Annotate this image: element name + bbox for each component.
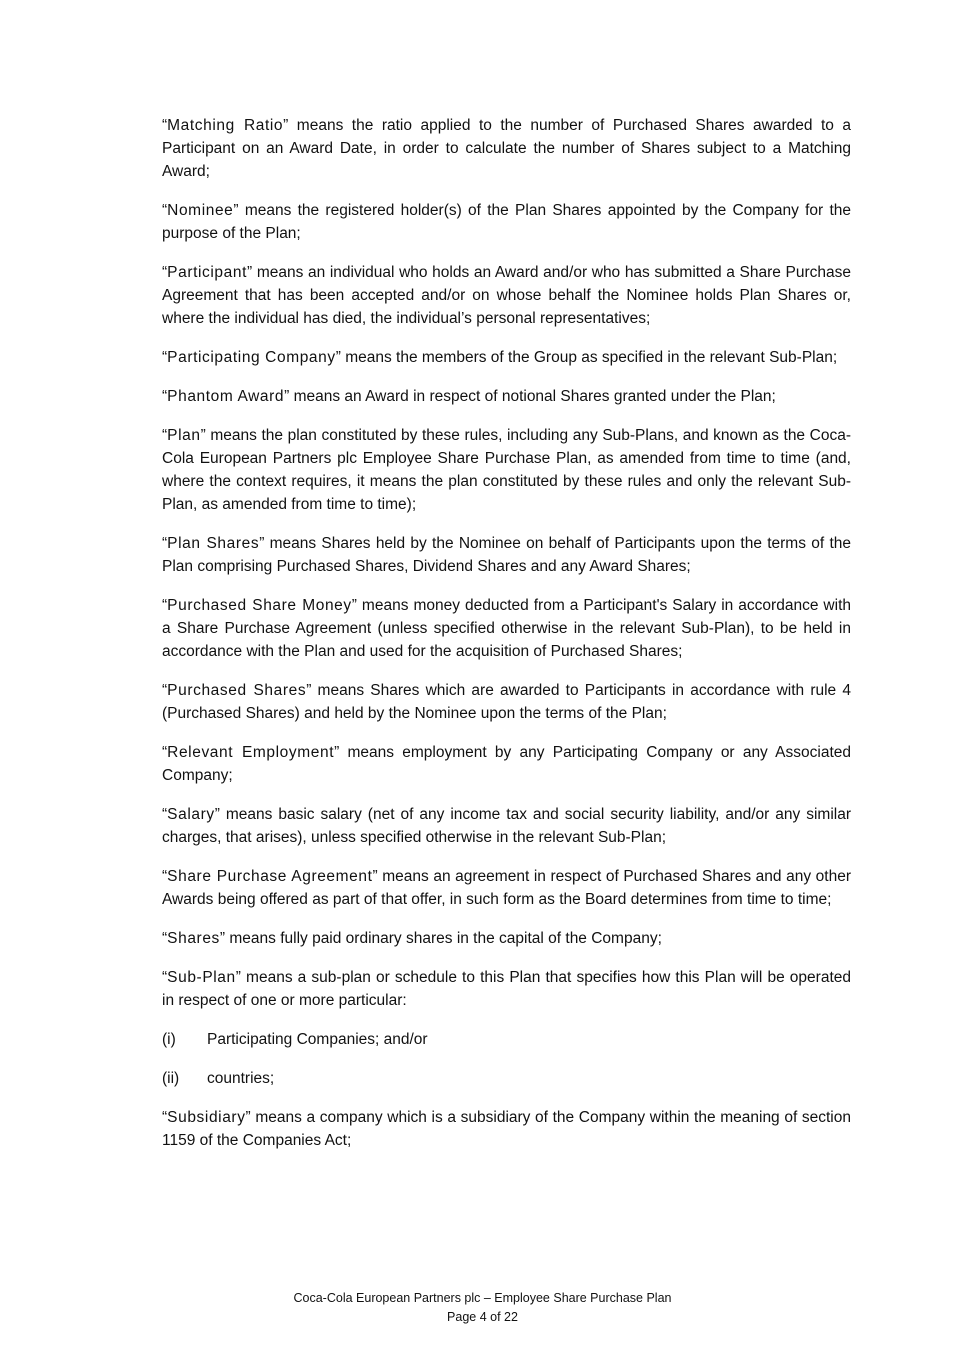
definition-text: means the registered holder(s) of the Plan Shares appointed by the Company for the purpose of the Plan; <box>162 202 851 242</box>
defined-term: Share Purchase Agreement <box>167 868 373 885</box>
defined-term: Relevant Employment <box>167 744 335 761</box>
definition-sub-plan: “Sub-Plan” means a sub-plan or schedule to this Plan that specifies how this Plan will be operated in respect of one or more particular: <box>162 969 851 1009</box>
defined-term: Subsidiary <box>167 1109 246 1126</box>
definition-nominee: “Nominee” means the registered holder(s) of the Plan Shares appointed by the Company for the purpose of the Plan; <box>162 202 851 242</box>
defined-term: Salary <box>167 806 215 823</box>
definition-plan: “Plan” means the plan constituted by these rules, including any Sub-Plans, and known as the Coca-Cola European Partners plc Employee Share Purchase Plan, as amended from time to time (and, where the context requires, it means the plan constituted by these rules and only the relevant Sub-Plan, as amended from time to time); <box>162 427 851 513</box>
defined-term: Purchased Share Money <box>167 597 352 614</box>
definition-relevant-employment: “Relevant Employment” means employment by any Participating Company or any Associated Company; <box>162 744 852 784</box>
definition-share-purchase-agreement: “Share Purchase Agreement” means an agreement in respect of Purchased Shares and any other Awards being offered as part of that offer, in such form as the Board determines from time to time; <box>162 868 851 908</box>
defined-term: Shares <box>167 930 220 947</box>
definition-purchased-share-money: “Purchased Share Money” means money deducted from a Participant's Salary in accordance with a Share Purchase Agreement (unless specified otherwise in the relevant Sub-Plan), to be held in accordance with the Plan and used for the acquisition of Purchased Shares; <box>162 597 851 660</box>
definition-text: means the plan constituted by these rules, including any Sub-Plans, and known as the Coca-Cola European Partners plc Employee Share Purchase Plan, as amended from time to time (and, where the context requires, it means the plan constituted by these rules and only the relevant Sub-Plan, as amended from time to time); <box>162 427 851 513</box>
list-item <box>162 1028 851 1051</box>
defined-term: Phantom Award <box>167 388 285 405</box>
defined-term: Matching Ratio <box>167 117 284 134</box>
definition-text: means a company which is a subsidiary of the Company within the meaning of section 1159 of the Companies Act; <box>162 1109 851 1149</box>
definition-text: means Shares held by the Nominee on behalf of Participants upon the terms of the Plan comprising Purchased Shares, Dividend Shares and any Award Shares; <box>162 535 851 575</box>
definition-purchased-shares: “Purchased Shares” means Shares which are awarded to Participants in accordance with rule 4 (Purchased Shares) and held by the Nominee upon the terms of the Plan; <box>162 682 851 722</box>
definition-plan-shares: “Plan Shares” means Shares held by the Nominee on behalf of Participants upon the terms of the Plan comprising Purchased Shares, Dividend Shares and any Award Shares; <box>162 535 851 575</box>
list-item-text: countries; <box>207 1070 275 1087</box>
defined-term: Purchased Shares <box>167 682 307 699</box>
definition-text: means the ratio applied to the number of Purchased Shares awarded to a Participant on an Award Date, in order to calculate the number of Shares subject to a Matching Award; <box>162 117 851 180</box>
definitions-section <box>162 114 851 1168</box>
definition-matching-ratio: “Matching Ratio” means the ratio applied to the number of Purchased Shares awarded to a Participant on an Award Date, in order to calculate the number of Shares subject to a Matching Award; <box>162 117 851 180</box>
definition-text: means basic salary (net of any income tax and social security liability, and/or any similar charges, that arises), unless specified otherwise in the relevant Sub-Plan; <box>162 806 851 846</box>
definition-phantom-award: “Phantom Award” means an Award in respect of notional Shares granted under the Plan; <box>162 388 776 405</box>
definition-participant: “Participant” means an individual who holds an Award and/or who has submitted a Share Purchase Agreement that has been accepted and/or on whose behalf the Nominee holds Plan Shares or, where the individual has died, the individual’s personal representatives; <box>162 264 851 327</box>
definition-text: means Shares which are awarded to Participants in accordance with rule 4 (Purchased Shares) and held by the Nominee upon the terms of the Plan; <box>162 682 851 722</box>
defined-term: Participating Company <box>167 349 336 366</box>
page-number: Page 4 of 22 <box>447 1310 518 1324</box>
list-item-text: Participating Companies; and/or <box>207 1031 428 1048</box>
definition-text: means money deducted from a Participant's Salary in accordance with a Share Purchase Agreement (unless specified otherwise in the relevant Sub-Plan), to be held in accordance with the Plan and used for the acquisition of Purchased Shares; <box>162 597 851 660</box>
definition-text: means an individual who holds an Award and/or who has submitted a Share Purchase Agreement that has been accepted and/or on whose behalf the Nominee holds Plan Shares or, where the individual has died, the individual’s personal representatives; <box>162 264 851 327</box>
definition-text: means a sub-plan or schedule to this Plan that specifies how this Plan will be operated in respect of one or more particular: <box>162 969 851 1009</box>
defined-term: Nominee <box>167 202 234 219</box>
defined-term: Participant <box>167 264 248 281</box>
footer-title: Coca-Cola European Partners plc – Employee Share Purchase Plan <box>293 1291 672 1305</box>
definition-text: means employment by any Participating Company or any Associated Company; <box>162 744 852 784</box>
definition-text: means an agreement in respect of Purchased Shares and any other Awards being offered as part of that offer, in such form as the Board determines from time to time; <box>162 868 851 908</box>
definition-subsidiary: “Subsidiary” means a company which is a subsidiary of the Company within the meaning of section 1159 of the Companies Act; <box>162 1109 851 1149</box>
page-footer <box>0 1289 965 1327</box>
defined-term: Plan Shares <box>167 535 260 552</box>
definition-text: means the members of the Group as specified in the relevant Sub-Plan; <box>340 349 838 366</box>
definition-text: means an Award in respect of notional Shares granted under the Plan; <box>289 388 776 405</box>
list-item-number: (ii) <box>162 1070 180 1087</box>
defined-term: Sub-Plan <box>167 969 236 986</box>
definition-shares: “Shares” means fully paid ordinary shares in the capital of the Company; <box>162 930 662 947</box>
definition-participating-company: “Participating Company” means the members of the Group as specified in the relevant Sub-Plan; <box>162 349 838 366</box>
definition-salary: “Salary” means basic salary (net of any income tax and social security liability, and/or any similar charges, that arises), unless specified otherwise in the relevant Sub-Plan; <box>162 806 851 846</box>
list-item <box>162 1067 851 1090</box>
definition-text: means fully paid ordinary shares in the capital of the Company; <box>225 930 662 947</box>
defined-term: Plan <box>167 427 201 444</box>
list-item-number: (i) <box>162 1031 176 1048</box>
